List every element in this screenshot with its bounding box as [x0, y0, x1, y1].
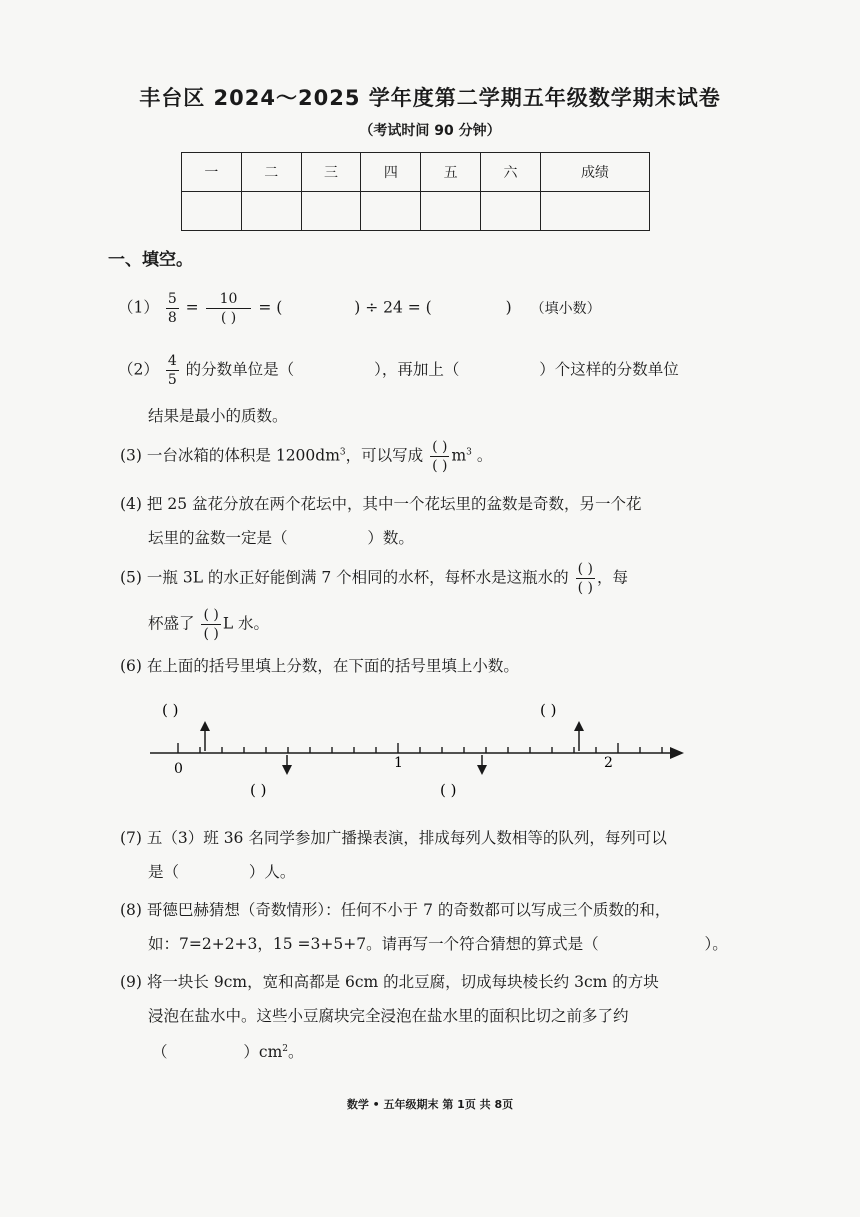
- question-number: (3): [120, 446, 142, 465]
- score-header-6: 六: [481, 153, 541, 192]
- page-title: 丰台区 2024～2025 学年度第二学期五年级数学期末试卷: [139, 86, 721, 110]
- score-cell-6[interactable]: [481, 192, 541, 231]
- question-9-line-2: 浸泡在盐水中。这些小豆腐块完全浸泡在盐水里的面积比切之前多了约: [148, 1007, 629, 1025]
- tick-label-2: 2: [604, 755, 613, 771]
- score-header-1: 一: [182, 153, 242, 192]
- fraction: $\frac{4}{5}$: [167, 353, 177, 388]
- fraction: $\frac{5}{8}$: [167, 291, 177, 326]
- question-number: （1）: [118, 298, 159, 317]
- tick-label-0: 0: [174, 761, 183, 777]
- axis-arrowhead-icon: [670, 747, 684, 759]
- arrow-up-icon: [200, 721, 210, 751]
- answer-paren-bottom-left[interactable]: ( ): [250, 781, 267, 799]
- question-number: (4): [120, 495, 142, 513]
- question-8: (8) 哥德巴赫猜想（奇数情形）：任何不小于 7 的奇数都可以写成三个质数的和，: [120, 901, 671, 919]
- question-9-line-3: （ ）$cm^2$。: [152, 1043, 304, 1061]
- score-cell-2[interactable]: [241, 192, 301, 231]
- arrow-down-icon: [477, 755, 487, 775]
- page-footer: 数学 • 五年级期末 第 1页 共 8页: [346, 1098, 514, 1111]
- arrow-down-icon: [282, 755, 292, 775]
- question-2-line-2: 结果是最小的质数。: [148, 407, 288, 425]
- score-header-total: 成绩: [540, 153, 649, 192]
- fraction-blank[interactable]: $\frac{( )}{( )}$: [577, 561, 593, 596]
- question-number: (8): [120, 901, 142, 919]
- exam-duration: （考试时间 90 分钟）: [359, 123, 501, 139]
- number-line-diagram: [148, 695, 688, 805]
- question-2: （2） $\frac{4}{5}$ 的分数单位是（ ），再加上（ ）个这样的分数单位: [118, 353, 679, 388]
- question-6: (6) 在上面的括号里填上分数，在下面的括号里填上小数。: [120, 657, 519, 675]
- question-number: (7): [120, 829, 142, 847]
- question-number: (5): [120, 568, 142, 587]
- arrow-up-icon: [574, 721, 584, 751]
- question-4-line-2: 坛里的盆数一定是（ ）数。: [148, 529, 414, 547]
- instruction-note: （填小数）: [530, 300, 601, 317]
- question-1: （1） $\frac{5}{8}$ = $\frac{10}{( )}$ = ( ) ÷ 24 = ( ) （填小数）: [118, 291, 601, 326]
- score-table-blank-row: [182, 192, 650, 231]
- tick-label-1: 1: [394, 755, 403, 771]
- question-number: (6): [120, 657, 142, 675]
- score-header-4: 四: [361, 153, 421, 192]
- section-heading: 一、填空。: [108, 250, 193, 270]
- score-header-5: 五: [421, 153, 481, 192]
- score-cell-1[interactable]: [182, 192, 242, 231]
- answer-paren-bottom-right[interactable]: ( ): [440, 781, 457, 799]
- question-number: (9): [120, 973, 142, 991]
- question-3: (3) 一台冰箱的体积是 $1200dm^3$，可以写成 $\frac{( )}{( )}$ $m^3$ 。: [120, 439, 493, 474]
- score-cell-total[interactable]: [540, 192, 649, 231]
- question-5: (5) 一瓶 3L 的水正好能倒满 7 个相同的水杯，每杯水是这瓶水的 $\frac{( )}{( )}$ ，每: [120, 561, 628, 596]
- fraction-blank[interactable]: $\frac{( )}{( )}$: [432, 439, 448, 474]
- score-cell-4[interactable]: [361, 192, 421, 231]
- number-line-ticks: [178, 743, 662, 753]
- question-7: (7) 五（3）班 36 名同学参加广播操表演，排成每列人数相等的队列，每列可以: [120, 829, 667, 847]
- score-cell-5[interactable]: [421, 192, 481, 231]
- score-cell-3[interactable]: [301, 192, 361, 231]
- score-header-2: 二: [241, 153, 301, 192]
- question-4: (4) 把 25 盆花分放在两个花坛中，其中一个花坛里的盆数是奇数，另一个花: [120, 495, 642, 513]
- fraction-blank[interactable]: $\frac{10}{( )}$: [206, 292, 252, 325]
- score-header-3: 三: [301, 153, 361, 192]
- question-number: （2）: [118, 360, 159, 379]
- score-table: [181, 152, 650, 231]
- answer-paren-top-right[interactable]: ( ): [540, 701, 557, 719]
- score-table-header-row: [182, 153, 650, 192]
- fraction-blank[interactable]: $\frac{( )}{( )}$: [203, 607, 219, 642]
- answer-paren-top-left[interactable]: ( ): [162, 701, 179, 719]
- question-9: (9) 将一块长 9cm，宽和高都是 6cm 的北豆腐，切成每块棱长约 3cm 的方块: [120, 973, 659, 991]
- question-8-line-2: 如：7=2+2+3，15 =3+5+7。请再写一个符合猜想的算式是（ ）。: [148, 935, 728, 953]
- question-7-line-2: 是（ ）人。: [148, 863, 296, 881]
- question-5-line-2: 杯盛了 $\frac{( )}{( )}$ L 水。: [148, 607, 270, 642]
